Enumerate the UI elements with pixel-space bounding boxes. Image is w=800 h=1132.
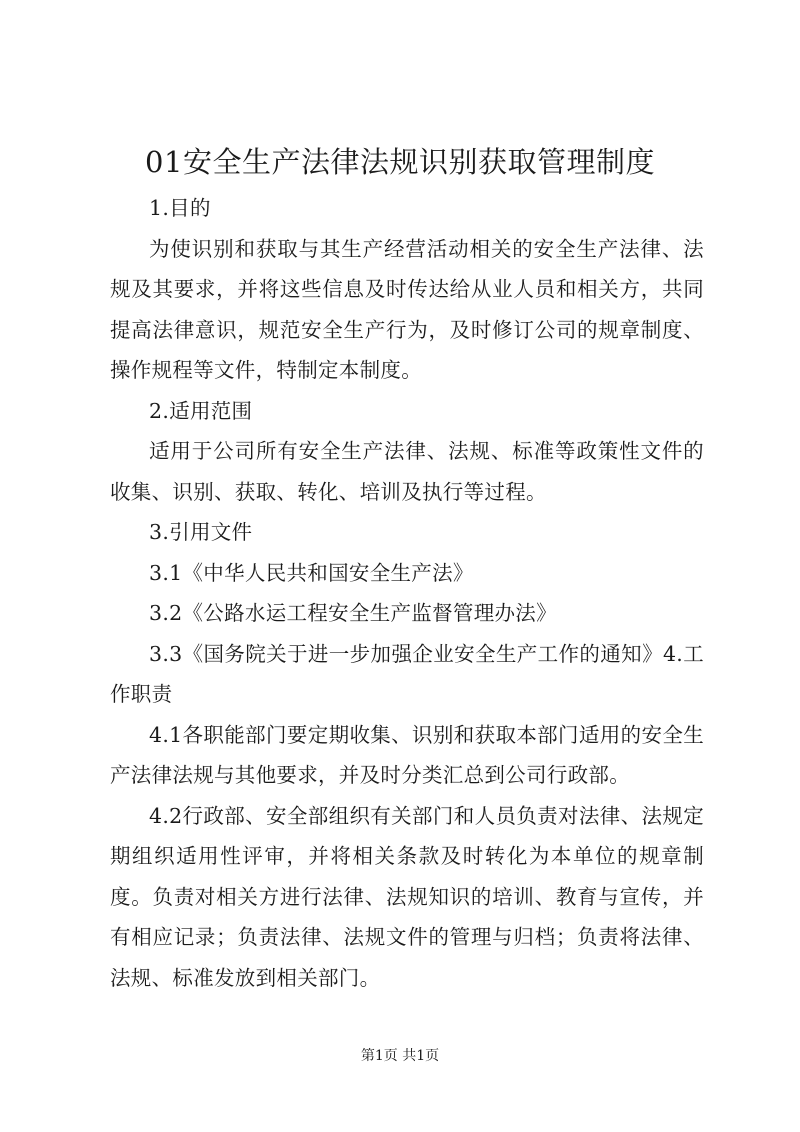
section-heading-purpose: 1.目的 [149,196,211,220]
section-heading-references: 3.引用文件 [149,520,253,544]
reference-item-and-duties-heading: 3.3《国务院关于进一步加强企业安全生产工作的通知》4.工作职责 [110,641,704,706]
section-heading-scope: 2.适用范围 [149,398,253,423]
paragraph-duty-4-1: 4.1各职能部门要定期收集、识别和获取本部门适用的安全生产法律法规与其他要求，并及时分类汇总到公司行政部。 [110,722,704,787]
document-body [110,188,704,998]
page-footer: 第1页 共1页 [360,1048,440,1064]
document-title: 01安全生产法律法规识别获取管理制度 [145,145,655,179]
reference-item: 3.2《公路水运工程安全生产监督管理办法》 [149,601,557,625]
paragraph-scope: 适用于公司所有安全生产法律、法规、标准等政策性文件的收集、识别、获取、转化、培训及执行等过程。 [110,439,704,504]
paragraph-purpose: 为使识别和获取与其生产经营活动相关的安全生产法律、法规及其要求，并将这些信息及时传达给从业人员和相关方，共同提高法律意识，规范安全生产行为，及时修订公司的规章制度、操作规程等文件，特制定本制度。 [110,236,704,382]
reference-item: 3.1《中华人民共和国安全生产法》 [149,560,474,585]
paragraph-duty-4-2: 4.2行政部、安全部组织有关部门和人员负责对法律、法规定期组织适用性评审，并将相关条款及时转化为本单位的规章制度。负责对相关方进行法律、法规知识的培训、教育与宣传，并有相应记录；负责法律、法规文件的管理与归档；负责将法律、法规、标准发放到相关部门。 [110,803,704,990]
